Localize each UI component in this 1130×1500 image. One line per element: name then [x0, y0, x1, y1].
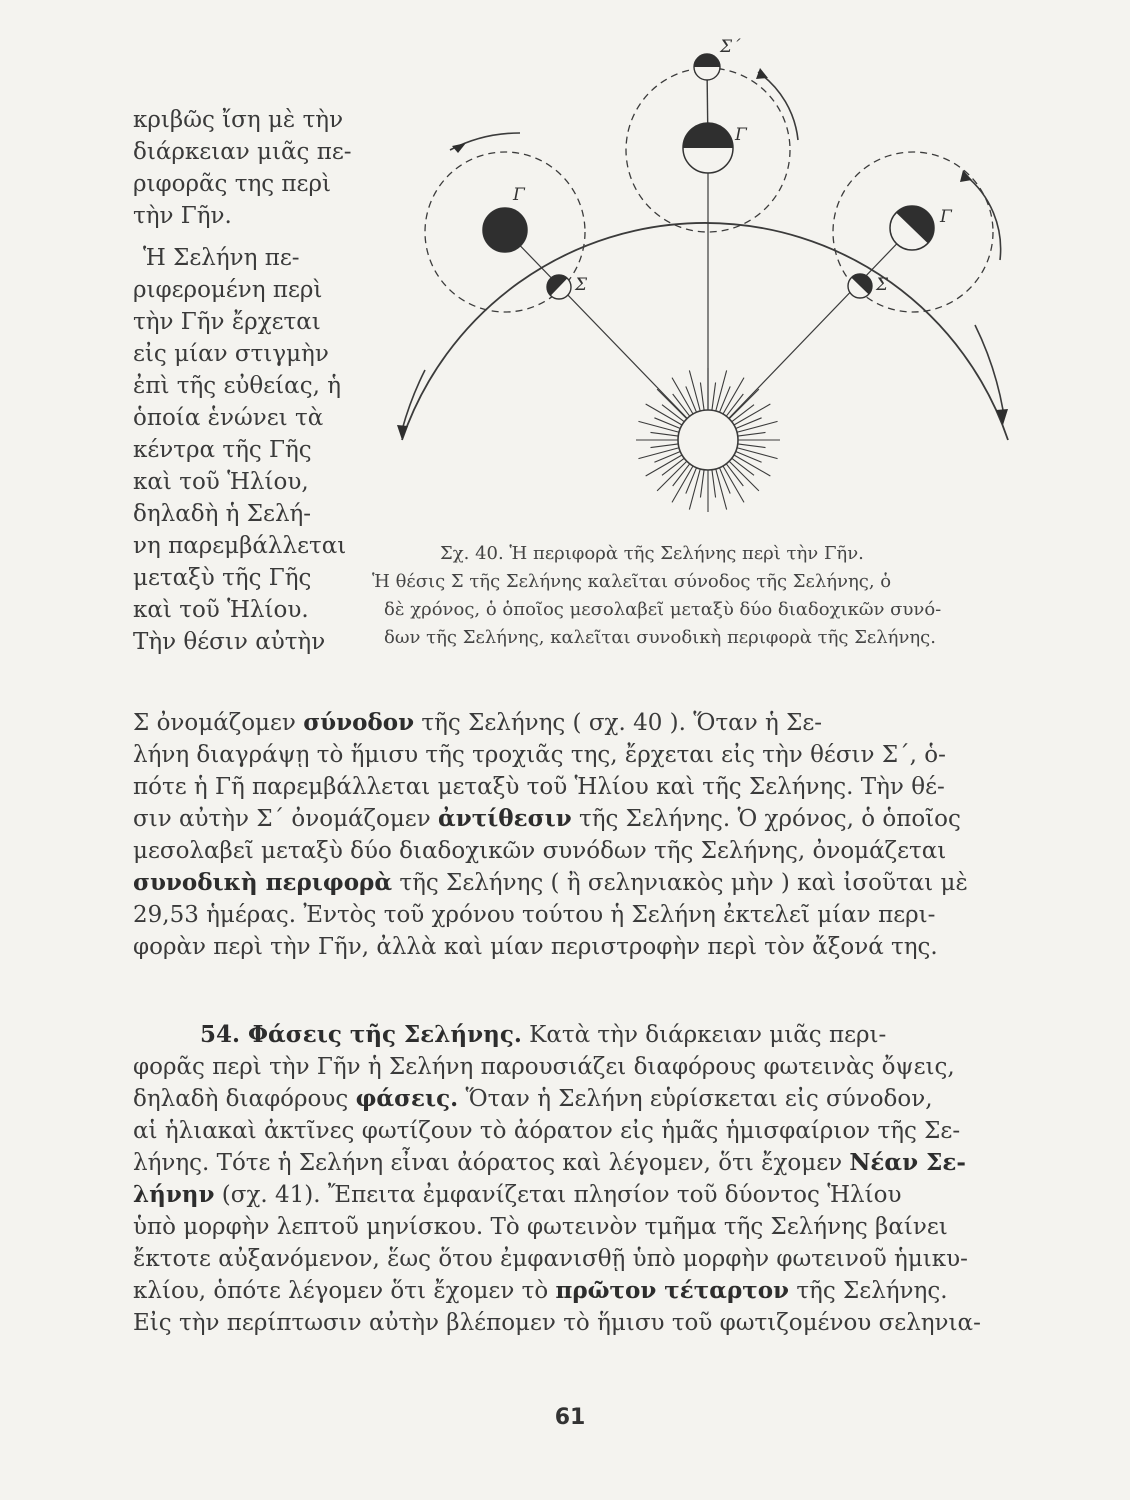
sun-ray [716, 370, 727, 411]
term-phases: φάσεις. [355, 1085, 459, 1112]
sun-ray [689, 370, 700, 411]
left-column-line: καὶ τοῦ Ἡλίου, [133, 469, 309, 495]
left-column-line: κέντρα τῆς Γῆς [133, 437, 312, 463]
left-column-line: Ἡ Σελήνη πε- [143, 245, 300, 271]
term-synodic-period: συνοδικὴ περιφορὰ [133, 869, 393, 896]
figure-caption-line: δων τῆς Σελήνης, καλεῖται συνοδικὴ περιφορὰ τῆς Σελήνης. [384, 627, 936, 648]
label-moon-top: Σ΄ [720, 37, 741, 57]
sun-ray [738, 432, 766, 436]
sun-ray [712, 382, 716, 410]
earth-orbit-arc [402, 223, 1008, 440]
left-column-line: κριβῶς ἴση μὲ τὴν [133, 107, 344, 133]
left-column-line: ὁποία ἑνώνει τὰ [133, 405, 324, 431]
left-column-line: δηλαδὴ ἡ Σελή- [133, 501, 312, 527]
label-moon-right: Σ [876, 275, 889, 295]
paragraph-line: λήνη διαγράψῃ τὸ ἥμισυ τῆς τροχιᾶς της, ἔρχεται εἰς τὴν θέσιν Σ΄, ὁ- [133, 742, 946, 768]
moon-left-icon [539, 267, 571, 299]
left-column-line: τὴν Γῆν ἔρχεται [133, 309, 321, 335]
section-54-first-line: 54. Φάσεις τῆς Σελήνης. Κατὰ τὴν διάρκειαν μιᾶς περι- [200, 1021, 887, 1048]
sun-ray [657, 461, 687, 491]
moon-top-icon [692, 52, 722, 80]
paragraph-line: λήνης. Τότε ἡ Σελήνη εἶναι ἀόρατος καὶ λέγομεν, ὅτι ἔχομεν Νέαν Σε- [133, 1149, 966, 1176]
page-number: 61 [554, 1405, 586, 1430]
paragraph-line: Σ ὀνομάζομεν σύνοδον τῆς Σελήνης ( σχ. 40 ). Ὅταν ἡ Σε- [133, 709, 823, 736]
sun-ray [638, 421, 679, 432]
left-column-line: Τὴν θέσιν αὐτὴν [133, 629, 326, 655]
sun-ray [700, 470, 704, 498]
paragraph-line: πότε ἡ Γῆ παρεμβάλλεται μεταξὺ τοῦ Ἡλίου καὶ τῆς Σελήνης. Τὴν θέ- [133, 774, 945, 800]
paragraph-line: συνοδικὴ περιφορὰ τῆς Σελήνης ( ἢ σεληνιακὸς μὴν ) καὶ ἰσοῦται μὲ [133, 869, 968, 896]
left-column-line: νη παρεμβάλλεται [133, 533, 347, 559]
paragraph-line: Εἰς τὴν περίπτωσιν αὐτὴν βλέπομεν τὸ ἥμισυ τοῦ φωτιζομένου σεληνια- [133, 1310, 981, 1336]
paragraph-line: μεσολαβεῖ μεταξὺ δύο διαδοχικῶν συνόδων τῆς Σελήνης, ὀνομάζεται [133, 838, 947, 864]
term-new-moon-cont: λήνην [133, 1181, 215, 1208]
paragraph-line: λήνην (σχ. 41). Ἔπειτα ἐμφανίζεται πλησίον τοῦ δύοντος Ἡλίου [133, 1181, 902, 1208]
earth-top-icon [680, 120, 736, 173]
paragraph-line: 29,53 ἡμέρας. Ἐντὸς τοῦ χρόνου τούτου ἡ Σελήνη ἐκτελεῖ μίαν περι- [133, 902, 936, 928]
left-column-line: εἰς μίαν στιγμὴν [133, 341, 329, 367]
figure-caption-line: Ἡ θέσις Σ τῆς Σελήνης καλεῖται σύνοδος τῆς Σελήνης, ὁ [372, 571, 892, 592]
paragraph-line: δηλαδὴ διαφόρους φάσεις. Ὅταν ἡ Σελήνη εὑρίσκεται εἰς σύνοδον, [133, 1085, 933, 1112]
sun-ray [700, 382, 704, 410]
sun-ray [638, 448, 679, 459]
sun-ray [737, 421, 778, 432]
section-heading: 54. Φάσεις τῆς Σελήνης. [200, 1021, 522, 1048]
sun-ray [716, 469, 727, 510]
label-moon-left: Σ [575, 275, 588, 295]
term-first-quarter: πρῶτον τέταρτον [555, 1277, 790, 1304]
term-new-moon: Νέαν Σε- [849, 1149, 966, 1176]
sun-ray [738, 444, 766, 448]
sun-icon [636, 368, 780, 512]
sun-ray [737, 448, 778, 459]
paragraph-line: κλίου, ὁπότε λέγομεν ὅτι ἔχομεν τὸ πρῶτον τέταρτον τῆς Σελήνης. [133, 1277, 948, 1304]
paragraph-line: ὑπὸ μορφὴν λεπτοῦ μηνίσκου. Τὸ φωτεινὸν τμῆμα τῆς Σελήνης βαίνει [133, 1214, 948, 1240]
sun-ray [657, 389, 687, 419]
left-column-line: τὴν Γῆν. [133, 203, 232, 229]
left-column-line: ἐπὶ τῆς εὐθείας, ἡ [133, 373, 341, 399]
term-synodos: σύνοδον [303, 709, 415, 736]
left-column-line: διάρκειαν μιᾶς πε- [133, 139, 352, 165]
figure-caption-line: δὲ χρόνος, ὁ ὁποῖος μεσολαβεῖ μεταξὺ δύο διαδοχικῶν συνό- [384, 599, 942, 620]
figure-caption-title: Σχ. 40. Ἡ περιφορὰ τῆς Σελήνης περὶ τὴν Γῆν. [440, 543, 864, 564]
left-column-line: μεταξὺ τῆς Γῆς [133, 565, 312, 591]
left-column-line: ριφερομένη περὶ [133, 277, 323, 303]
left-column-line: ριφορᾶς της περὶ [133, 171, 332, 197]
sun-ray [689, 469, 700, 510]
paragraph-line: φορὰν περὶ τὴν Γῆν, ἀλλὰ καὶ μίαν περιστροφὴν περὶ τὸν ἄξονά της. [133, 934, 938, 960]
label-earth-top: Γ [735, 125, 747, 145]
paragraph-line: σιν αὐτὴν Σ΄ ὀνομάζομεν ἀντίθεσιν τῆς Σελήνης. Ὁ χρόνος, ὁ ὁποῖος [133, 805, 961, 832]
left-column-line: καὶ τοῦ Ἡλίου. [133, 597, 309, 623]
sun-ray [650, 432, 678, 436]
sun-ray [729, 461, 759, 491]
term-antithesis: ἀντίθεσιν [438, 805, 572, 832]
paragraph-line: αἱ ἡλιακαὶ ἀκτῖνες φωτίζουν τὸ ἀόρατον εἰς ἡμᾶς ἡμισφαίριον τῆς Σε- [133, 1118, 961, 1144]
paragraph-line: φορᾶς περὶ τὴν Γῆν ἡ Σελήνη παρουσιάζει διαφόρους φωτεινὰς ὄψεις, [133, 1054, 955, 1080]
sun-ray [729, 389, 759, 419]
label-earth-left: Γ [513, 185, 525, 205]
sun-ray [650, 444, 678, 448]
paragraph-line: ἔκτοτε αὐξανόμενον, ἕως ὅτου ἐμφανισθῇ ὑπὸ μορφὴν φωτεινοῦ ἡμικυ- [133, 1246, 968, 1272]
sun-ray [712, 470, 716, 498]
earth-left-icon [456, 181, 555, 280]
label-earth-right: Γ [940, 207, 952, 227]
